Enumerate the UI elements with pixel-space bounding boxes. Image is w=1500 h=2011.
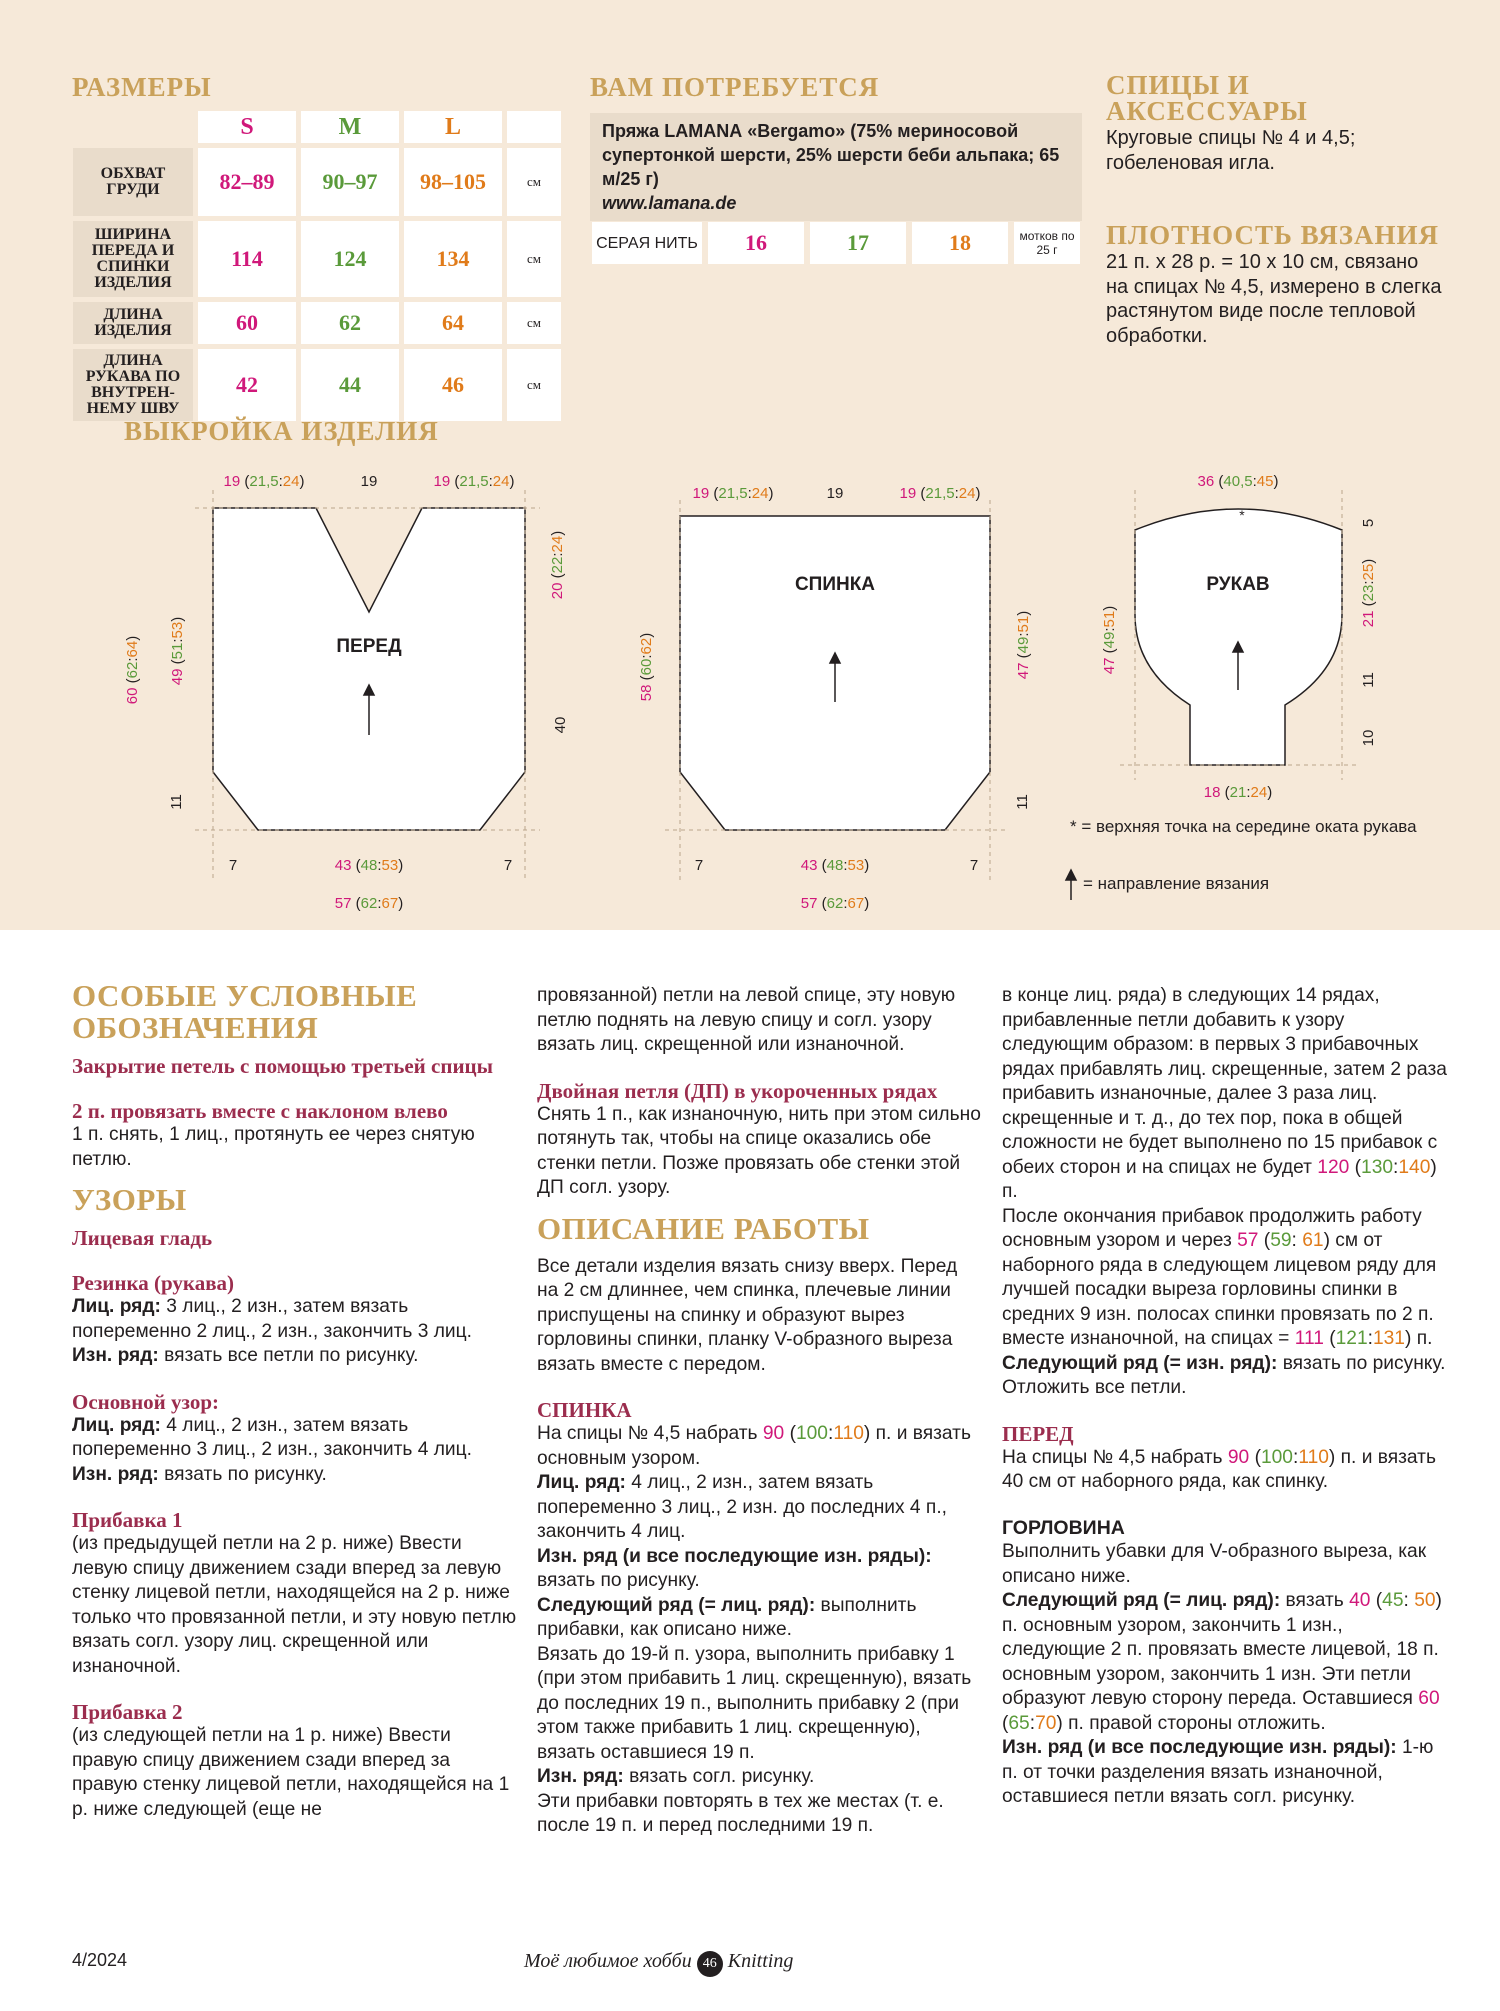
table-cell: 64	[404, 302, 502, 344]
svg-text:19: 19	[360, 473, 378, 490]
svg-text:47 (49:51): 47 (49:51)	[1015, 610, 1032, 680]
unit-cell: см	[507, 148, 561, 216]
back-label: СПИНКА	[794, 574, 876, 595]
yarn-count-s: 16	[708, 222, 804, 264]
patterns-title: УЗОРЫ	[72, 1182, 187, 1217]
size-s-header: S	[198, 111, 296, 143]
table-cell: 44	[301, 349, 399, 421]
size-m-header: M	[301, 111, 399, 143]
svg-text:43 (48:53): 43 (48:53)	[800, 857, 870, 874]
legend-star: * = верхняя точка на середине оката рукава	[1070, 817, 1417, 836]
front-label: ПЕРЕД	[336, 636, 402, 657]
table-cell: 98–105	[404, 148, 502, 216]
svg-text:5: 5	[1360, 518, 1377, 528]
unit-cell: см	[507, 349, 561, 421]
row-label: ШИРИНА ПЕРЕДА И СПИНКИ ИЗДЕЛИЯ	[73, 221, 193, 297]
svg-text:49 (51:53): 49 (51:53)	[169, 616, 186, 686]
special-title: ОСОБЫЕ УСЛОВНЫЕ ОБОЗНАЧЕНИЯ	[72, 978, 418, 1045]
table-cell: 124	[301, 221, 399, 297]
svg-text:7: 7	[969, 857, 979, 874]
sizes-title: РАЗМЕРЫ	[72, 72, 212, 102]
yarn-count-m: 17	[810, 222, 906, 264]
table-cell: 82–89	[198, 148, 296, 216]
legend-arrow: = направление вязания	[1083, 874, 1270, 893]
tools-text: Круговые спицы № 4 и 4,5; гобеленовая игла.	[1106, 127, 1356, 174]
table-cell: 46	[404, 349, 502, 421]
section-name: Knitting	[727, 1950, 794, 1972]
yarn-unit: мотков по 25 г	[1014, 222, 1080, 264]
svg-text:11: 11	[168, 794, 185, 810]
svg-text:11: 11	[1014, 794, 1031, 810]
pattern-title: ВЫКРОЙКА ИЗДЕЛИЯ	[124, 416, 439, 446]
svg-text:57 (62:67): 57 (62:67)	[334, 895, 404, 912]
svg-text:60 (62:64): 60 (62:64)	[124, 635, 141, 705]
description-title: ОПИСАНИЕ РАБОТЫ	[537, 1210, 870, 1246]
svg-text:7: 7	[694, 857, 704, 874]
table-cell: 60	[198, 302, 296, 344]
yarn-url[interactable]: www.lamana.de	[602, 193, 737, 213]
gauge-text: 21 п. х 28 р. = 10 х 10 см, связано на спицах № 4,5, измерено в слегка растянутом виде после тепловой обработки.	[1106, 251, 1442, 347]
pattern-diagram	[0, 0, 1500, 930]
svg-text:19 (21,5:24): 19 (21,5:24)	[899, 485, 981, 502]
svg-text:10: 10	[1360, 729, 1377, 747]
svg-text:43 (48:53): 43 (48:53)	[334, 857, 404, 874]
svg-text:18 (21:24): 18 (21:24)	[1203, 784, 1273, 801]
svg-text:19: 19	[826, 485, 844, 502]
svg-text:21 (23:25): 21 (23:25)	[1360, 558, 1377, 628]
svg-text:*: *	[1239, 507, 1245, 523]
needs-title: ВАМ ПОТРЕБУЕТСЯ	[590, 72, 880, 102]
yarn-count-l: 18	[912, 222, 1008, 264]
svg-text:36 (40,5:45): 36 (40,5:45)	[1197, 473, 1279, 490]
row-label: ДЛИНА ИЗДЕЛИЯ	[73, 302, 193, 344]
unit-cell: см	[507, 221, 561, 297]
svg-text:47 (49:51): 47 (49:51)	[1101, 605, 1118, 675]
table-cell: 114	[198, 221, 296, 297]
svg-text:58 (60:62): 58 (60:62)	[638, 632, 655, 702]
color-label: СЕРАЯ НИТЬ	[592, 222, 702, 264]
table-cell: 90–97	[301, 148, 399, 216]
table-cell: 62	[301, 302, 399, 344]
front-piece	[213, 508, 525, 830]
svg-text:7: 7	[228, 857, 238, 874]
svg-text:20 (22:24): 20 (22:24)	[549, 530, 566, 600]
svg-text:57 (62:67): 57 (62:67)	[800, 895, 870, 912]
gauge-title: ПЛОТНОСТЬ ВЯЗАНИЯ	[1106, 220, 1439, 250]
svg-text:11: 11	[1360, 672, 1377, 688]
size-l-header: L	[404, 111, 502, 143]
svg-text:19 (21,5:24): 19 (21,5:24)	[223, 473, 305, 490]
svg-text:19 (21,5:24): 19 (21,5:24)	[433, 473, 515, 490]
svg-text:19 (21,5:24): 19 (21,5:24)	[692, 485, 774, 502]
page-number: 46	[697, 1951, 723, 1977]
issue-number: 4/2024	[72, 1950, 128, 1970]
tools-title: СПИЦЫ И АКСЕССУАРЫ	[1106, 70, 1308, 126]
column-1: ОСОБЫЕ УСЛОВНЫЕ ОБОЗНАЧЕНИЯ Закрытие петель с помощью третьей спицы 2 п. провязать вместе с наклоном влево 1 п. снять, 1 лиц., протянуть ее через снятую петлю. УЗОРЫ Лицевая гладь Резинка (рукава) Лиц. ряд: 3 лиц., 2 изн., затем вязать попеременно 2 лиц., 2 изн., закончить 3 лиц. Изн. ряд: вязать все петли по рисунку. Основной узор: Лиц. ряд: 4 лиц., 2 изн., затем вязать попеременно 3 лиц., 2 изн., закончить 4 лиц. Изн. ряд: вязать по рисунку. Прибавка 1 (из предыдущей петли на 2 р. ниже) Ввести левую спицу движением сзади вперед за левую стенку лицевой петли, находящейся на 2 р. ниже только что провязанной петли, и эту новую петлю вязать согл. узору лиц. скрещенной или изнаночной. Прибавка 2 (из следующей петли на 1 р. ниже) Ввести правую спицу движением сзади вперед за правую стенку лицевой петли, находящейся на 1 р. ниже следующей (еще не	[72, 978, 517, 1820]
svg-text:7: 7	[503, 857, 513, 874]
unit-cell: см	[507, 302, 561, 344]
yarn-description: Пряжа LAMANA «Bergamo» (75% мериносовой супертонкой шерсти, 25% шерсти беби альпака; 65 м/25 г) www.lamana.de	[590, 113, 1082, 221]
sleeve-piece	[1135, 509, 1342, 765]
row-label: ДЛИНА РУКАВА ПО ВНУТРЕН-НЕМУ ШВУ	[73, 349, 193, 421]
table-cell: 134	[404, 221, 502, 297]
column-2: провязанной) петли на левой спице, эту новую петлю поднять на левую спицу и согл. узору вязать лиц. скрещенной или изнаночной. Двойная петля (ДП) в укороченных рядах Снять 1 п., как изнаночную, нить при этом сильно потянуть так, чтобы на спице оказались обе стенки петли. Позже провязать обе стенки этой ДП согл. узору. ОПИСАНИЕ РАБОТЫ Все детали изделия вязать снизу вверх. Перед на 2 см длиннее, чем спинка, плечевые линии приспущены на спинку и образуют вырез горловины спинки, планку V-образного выреза вязать вместе с передом. СПИНКА На спицы № 4,5 набрать 90 (100:110) п. и вязать основным узором. Лиц. ряд: 4 лиц., 2 изн., затем вязать попеременно 3 лиц., 2 изн. до последних 4 п., закончить 4 лиц. Изн. ряд (и все последующие изн. ряды): вязать по рисунку. Следующий ряд (= лиц. ряд): выполнить прибавки, как описано ниже. Вязать до 19-й п. узора, выполнить прибавку 1 (при этом прибавить 1 лиц. скрещенную), вязать до последних 19 п., выполнить прибавку 2 (при этом также прибавить 1 лиц. скрещенную), вязать оставшиеся 19 п. Изн. ряд: вязать согл. рисунку. Эти прибавки повторять в тех же местах (т. е. после 19 п. и перед последними 19 п.	[537, 985, 981, 1836]
sleeve-label: РУКАВ	[1206, 574, 1270, 595]
column-3: в конце лиц. ряда) в следующих 14 рядах, прибавленные петли добавить к узору следующим образом: в первых 3 прибавочных рядах прибавлять лиц. скрещенные, затем 2 раза прибавить изнаночные, далее 3 раза лиц. скрещенные и т. д., до тех пор, пока в общей сложности не будет выполнено по 15 прибавок с обеих сторон и на спицах не будет 120 (130:140) п. После окончания прибавок продолжить работу основным узором и через 57 (59: 61) см от наборного ряда в следующем лицевом ряду для лучшей посадки выреза горловины спинки в средних 9 изн. полосах спинки провязать по 2 п. вместе изнаночной, на спицах = 111 (121:131) п. Следующий ряд (= изн. ряд): вязать по рисунку. Отложить все петли. ПЕРЕД На спицы № 4,5 набрать 90 (100:110) п. и вязать 40 см от наборного ряда, как спинку. ГОРЛОВИНА Выполнить убавки для V-образного выреза, как описано ниже. Следующий ряд (= лиц. ряд): вязать 40 (45: 50) п. основным узором, закончить 1 изн., следующие 2 п. провязать вместе лицевой, 18 п. основным узором, закончить 1 изн. Эти петли образуют левую сторону переда. Оставшиеся 60 (65:70) п. правой стороны отложить. Изн. ряд (и все последующие изн. ряды): 1-ю п. от точки разделения вязать изнаночной, оставшиеся петли вязать согл. рисунку.	[1002, 985, 1447, 1807]
row-label: ОБХВАТ ГРУДИ	[73, 148, 193, 216]
magazine-title: Моё любимое хобби 46 Knitting	[524, 1950, 793, 1977]
table-cell: 42	[198, 349, 296, 421]
svg-text:40: 40	[552, 716, 569, 734]
